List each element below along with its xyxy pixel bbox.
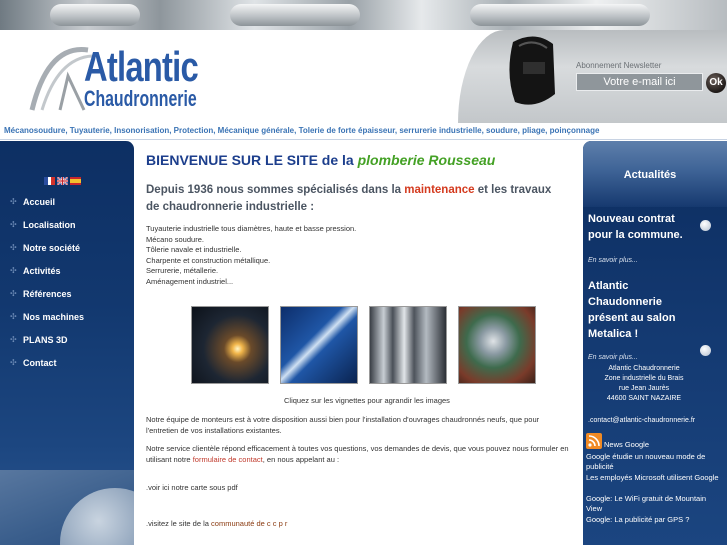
nav-item-accueil[interactable] [0, 190, 134, 213]
welcome-de: de la [317, 152, 358, 168]
welcome-prefix: BIENVENUE SUR LE SITE [146, 152, 318, 168]
language-selector [44, 177, 81, 185]
nav-arrow-icon: ✣ [10, 243, 17, 252]
google-news-link[interactable]: Google étudie un nouveau mode de publicité [586, 452, 706, 471]
news-google-label: News Google [604, 440, 650, 449]
nav-arrow-icon: ✣ [10, 358, 17, 367]
news-read-more-link[interactable]: En savoir plus... [588, 257, 638, 264]
nav-item-label: Nos machines [23, 311, 85, 322]
news-item-title[interactable]: Nouveau contrat pour la commune. [588, 213, 683, 241]
cdc-link[interactable]: communauté de c c p r [211, 519, 288, 528]
newsletter-label: Abonnement Newsletter [576, 61, 662, 70]
service-paragraph [146, 443, 571, 465]
intro-suffix: et les travaux de chaudronnerie industrielle : [146, 184, 552, 213]
services-list [146, 224, 356, 287]
contact-form-link[interactable]: formulaire de contact [192, 455, 263, 464]
company-address [588, 364, 700, 404]
address-line: rue Jean Jaurès [618, 385, 670, 392]
nav-item-nos-machines[interactable] [0, 305, 134, 328]
newsletter-email-input[interactable]: Votre e-mail ici [576, 73, 703, 91]
logo-title: Atlantic [84, 43, 198, 90]
logo-subtitle: Chaudronnerie [84, 86, 197, 111]
gallery-thumbnail-hull[interactable] [280, 306, 358, 384]
paragraph2-suffix: , en nous appelant au : [262, 455, 340, 464]
news-title: Actualités [623, 169, 677, 181]
gallery-thumbnail-welding[interactable] [191, 306, 269, 384]
google-news-link[interactable]: Google: Le WiFi gratuit de Mountain View [586, 494, 707, 513]
address-line: 44600 SAINT NAZAIRE [606, 395, 682, 402]
service-item: Aménagement industriel... [146, 276, 234, 286]
nav-item-plans-3d[interactable] [0, 328, 134, 351]
nav-arrow-icon: ✣ [10, 197, 17, 206]
cdc-prefix: .visitez le site de la [146, 519, 212, 528]
nav-arrow-icon: ✣ [10, 335, 17, 344]
intro-highlight: maintenance [404, 184, 475, 196]
nav-item-contact[interactable] [0, 351, 134, 374]
nav-item-label: Activités [23, 265, 61, 276]
left-sidebar-photo [0, 470, 134, 545]
nav-item-references[interactable] [0, 282, 134, 305]
nav-item-label: Accueil [23, 196, 56, 207]
newsletter-ok-button[interactable]: Ok [706, 73, 726, 93]
address-line: Zone industrielle du Brais [604, 375, 684, 382]
gallery-thumbnail-worker[interactable] [458, 306, 536, 384]
nav-item-label: Contact [23, 357, 57, 368]
nav-item-label: Notre société [23, 242, 81, 253]
nav-item-activites[interactable] [0, 259, 134, 282]
nav-arrow-icon: ✣ [10, 312, 17, 321]
news-read-more-link[interactable]: En savoir plus... [588, 354, 638, 361]
tagline-bar [0, 123, 727, 140]
page-title [146, 152, 495, 168]
google-news-link[interactable]: Les employés Microsoft utilisent Google [586, 473, 719, 482]
address-line: Atlantic Chaudronnerie [608, 365, 680, 372]
intro-text [146, 182, 566, 216]
google-news-link[interactable]: Google: La publicité par GPS ? [586, 515, 690, 524]
welcome-company-name: plomberie Rousseau [357, 152, 496, 168]
main-nav [0, 190, 134, 374]
nav-arrow-icon: ✣ [10, 289, 17, 298]
news-bullet-icon [700, 220, 711, 231]
tagline-text: Mécanosoudure, Tuyauterie, Insonorisation, Protection, Mécanique générale, Tolerie de forte épaisseur, serrurerie industrielle, soudure, pliage, poinçonnage [4, 126, 600, 135]
gallery-thumbnail-pipes[interactable] [369, 306, 447, 384]
nav-item-localisation[interactable] [0, 213, 134, 236]
service-item: Serrurerie, métallerie. [146, 266, 219, 275]
nav-item-notre-societe[interactable] [0, 236, 134, 259]
nav-item-label: PLANS 3D [23, 334, 68, 345]
header-photo-strip [0, 0, 727, 30]
paragraph2-prefix: Notre service clientèle répond efficacement à toutes vos questions, vos demandes de devis, que vous pouvez nous formuler en utilisant notre [146, 444, 569, 464]
nav-arrow-icon: ✣ [10, 266, 17, 275]
intro-prefix: Depuis 1936 nous sommes spécialisés dans la [146, 184, 405, 196]
logo[interactable] [84, 43, 240, 111]
es-flag-icon[interactable] [70, 177, 81, 185]
contact-email-link[interactable]: .contact@atlantic-chaudronnerie.fr [588, 417, 696, 424]
service-item: Charpente et construction métallique. [146, 255, 271, 265]
nav-item-label: Localisation [23, 219, 76, 230]
service-item: Tuyauterie industrielle tous diamètres, haute et basse pression. [146, 224, 357, 233]
team-paragraph: Notre équipe de monteurs est à votre disposition aussi bien pour l'installation d'ouvrages chaudronnés neufs, que pour l'entretien de vos installations existantes. [146, 415, 540, 435]
cdc-paragraph [146, 519, 287, 528]
news-bullet-icon [700, 345, 711, 356]
news-item-title[interactable]: Atlantic Chaudonnerie présent au salon Metalica ! [588, 280, 676, 340]
pdf-card-link[interactable]: .voir ici notre carte sous pdf [146, 483, 238, 492]
fr-flag-icon[interactable] [44, 177, 55, 185]
nav-item-label: Références [23, 288, 72, 299]
gallery-caption: Cliquez sur les vignettes pour agrandir les images [284, 396, 450, 405]
service-item: Tôlerie navale et industrielle. [146, 245, 242, 254]
service-item: Mécano soudure. [146, 234, 204, 244]
nav-arrow-icon: ✣ [10, 220, 17, 229]
rss-icon[interactable] [586, 433, 602, 449]
welding-helmet-icon [505, 34, 559, 110]
uk-flag-icon[interactable] [57, 177, 68, 185]
